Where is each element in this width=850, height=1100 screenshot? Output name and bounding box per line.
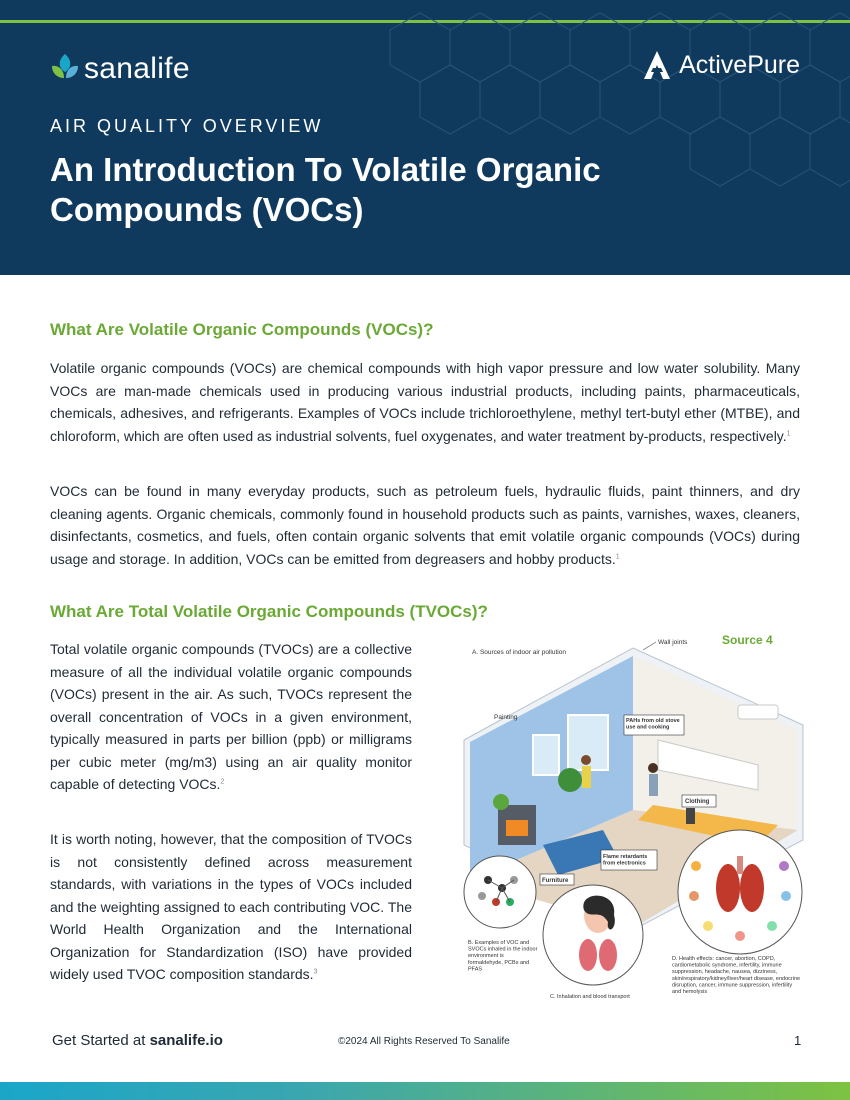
header-banner [0,0,850,275]
figure-label-clothing: Clothing [685,799,710,805]
paragraph-text: VOCs can be found in many everyday products, such as petroleum fuels, hydraulic fluids, paint thinners, and dry cleaning agents. Organic chemicals, commonly found in household products such as paints, varnishes, waxes, cleaners, disinfectants, cosmetics, and fuels, often contain organic solvents that emit volatile organic compounds (VOCs) during usage and storage. In addition, VOCs can be emitted from degreasers and hobby products. [50,483,800,567]
paragraph-vocs-sources [50,480,800,570]
paragraph-vocs-definition [50,357,800,447]
sanalife-leaf-icon [50,52,80,86]
activepure-logo [643,50,800,80]
paragraph-text: Volatile organic compounds (VOCs) are chemical compounds with high vapor pressure and low water solubility. Many VOCs are man-made chemicals used in producing various industrial products, including paints, pharmaceuticals, chemicals, adhesives, and refrigerants. Examples of VOCs include trichloroethylene, methyl tert-butyl ether (MTBE), and chloroform, which are often used as industrial solvents, fuel oxygenates, and water treatment by-products, respectively. [50,360,800,444]
footnote-ref: 2 [220,778,225,786]
figure-label-wall-joints: Wall joints [658,639,688,646]
paragraph-tvocs-definition [50,638,412,796]
footer-gradient-bar [0,1082,850,1100]
page-title: An Introduction To Volatile Organic Compounds (VOCs) [50,151,601,228]
footer-cta-prefix: Get Started at [52,1032,146,1049]
figure-source-label: Source 4 [722,633,773,647]
indoor-pollution-illustration [458,630,810,1018]
figure-label-pahs: PAHs from old stove use and cooking [626,718,680,731]
footer-copyright: ©2024 All Rights Reserved To Sanalife [338,1036,510,1047]
footer-cta-link[interactable]: sanalife.io [149,1032,223,1049]
paragraph-tvocs-standards [50,828,412,986]
eyebrow-label: AIR QUALITY OVERVIEW [50,116,324,136]
figure-label-a: A. Sources of indoor air pollution [472,649,566,656]
sanalife-logo [50,52,190,86]
brand-name-left: sanalife [84,52,190,85]
section-heading-vocs: What Are Volatile Organic Compounds (VOCs)? [50,320,434,339]
figure-label-d: D. Health effects: cancer, abortion, COPD, cardiometabolic syndrome, infertility, immune suppression, headache, nausea, dizziness, skin/respiratory/kidney/liver/heart disease, endocrine disruption, cancer, immune suppression, infertility and hemolysis [672,956,801,995]
section-heading-tvocs: What Are Total Volatile Organic Compounds (TVOCs)? [50,602,488,621]
footnote-ref: 1 [786,429,791,437]
figure-label-flame: Flame retardants from electronics [603,854,648,867]
paragraph-text: Total volatile organic compounds (TVOCs) are a collective measure of all the individual volatile organic compounds (VOCs) present in the air. As such, TVOCs represent the overall concentration of VOCs in a given environment, typically measured in parts per billion (ppb) or milligrams per cubic meter (mg/m3) using an air quality monitor capable of detecting VOCs. [50,641,412,792]
footnote-ref: 3 [313,968,318,976]
activepure-a-icon [643,50,671,80]
page-number: 1 [794,1033,802,1048]
footnote-ref: 1 [615,552,620,560]
figure-label-c: C. Inhalation and blood transport [550,994,630,1000]
figure-label-furniture: Furniture [542,878,569,884]
footer-cta [52,1032,223,1049]
hexagon-pattern [330,0,850,275]
brand-name-right: ActivePure [679,50,800,79]
figure-label-painting: Painting [494,714,518,721]
paragraph-text: It is worth noting, however, that the composition of TVOCs is not consistently defined across measurement standards, with variations in the types of VOCs included and the weighting assigned to each contributing VOC. The World Health Organization and the International Organization for Standardization (ISO) have provided widely used TVOC composition standards. [50,831,412,982]
figure-label-b: B. Examples of VOC and SVOCs inhaled in the indoor environment is formaldehyde, PCBs and PFAS [468,940,538,973]
